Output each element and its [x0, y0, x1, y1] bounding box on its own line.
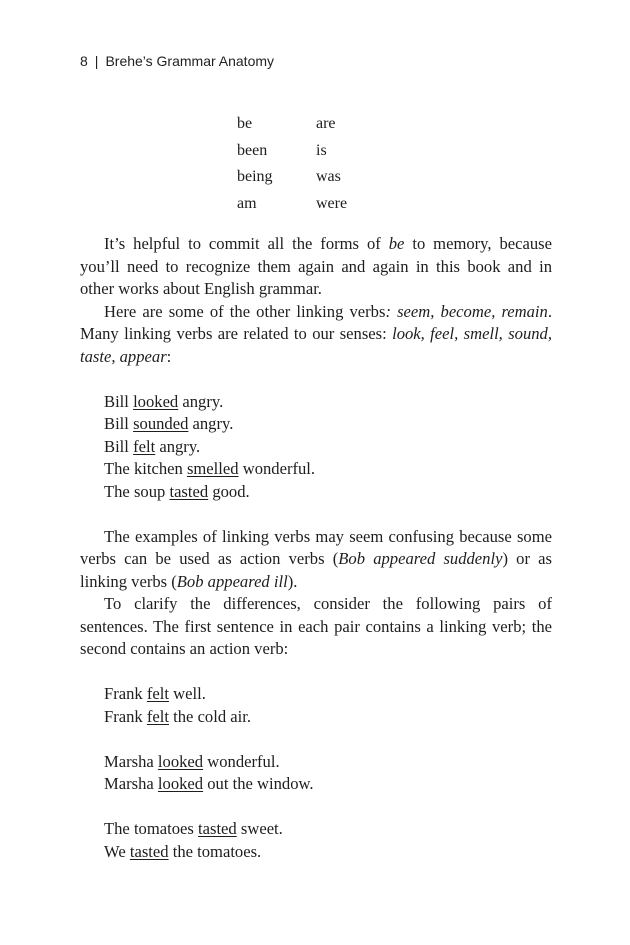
paragraph-clarify: To clarify the differences, consider the following pairs of sentences. The first sentence in each pair contains a linking verb; the second contains an action verb:	[80, 594, 552, 658]
italic-run: look, feel, smell, sound, taste, appear	[80, 324, 552, 366]
paragraph-confusing-verbs	[80, 526, 552, 594]
underlined-verb: smelled	[186, 459, 239, 478]
underlined-verb: looked	[157, 774, 204, 793]
be-forms-table	[237, 111, 347, 218]
text-run: Marsha	[104, 751, 158, 771]
be-form: being	[237, 168, 273, 186]
underlined-verb: felt	[146, 684, 169, 703]
text-run: ).	[287, 571, 298, 591]
text-run: the tomatoes.	[168, 841, 262, 861]
spacer	[80, 368, 552, 391]
example-sentence	[104, 481, 552, 504]
example-sentence-linking	[104, 818, 552, 841]
example-sentence	[104, 458, 552, 481]
text-run: angry.	[155, 436, 201, 456]
text-run: wonderful.	[203, 751, 280, 771]
text-run: We	[104, 841, 130, 861]
text-run: Frank	[104, 706, 147, 726]
text-run: Bill	[104, 414, 134, 433]
text-run: wonderful.	[238, 459, 316, 478]
text-run: The soup	[104, 481, 170, 501]
example-sentence	[104, 391, 552, 414]
text-run: Here are some of the other linking verbs	[104, 301, 386, 321]
example-sentence	[104, 436, 552, 459]
text-run: Bill	[104, 391, 134, 411]
be-form: am	[237, 195, 257, 213]
italic-run: Bob appeared suddenly	[338, 549, 503, 568]
text-run: It’s helpful to commit all the forms of	[104, 234, 389, 253]
example-sentence-linking	[104, 751, 552, 774]
example-pair	[80, 751, 552, 796]
be-form: is	[316, 141, 327, 159]
underlined-verb: tasted	[129, 841, 169, 861]
paragraph-linking-verbs	[80, 301, 552, 369]
text-run: . Many linking verbs are related to our senses:	[80, 301, 552, 343]
text-run: :	[166, 346, 172, 366]
text-run: Bill	[104, 436, 134, 456]
text-run: good.	[208, 481, 250, 501]
text-run: the cold air.	[169, 706, 252, 726]
text-run: sweet.	[236, 819, 283, 838]
example-sentence	[104, 413, 552, 436]
underlined-verb: tasted	[198, 819, 237, 838]
text-run: Marsha	[104, 774, 158, 793]
text-run: The kitchen	[104, 459, 187, 478]
spacer	[80, 796, 552, 819]
underlined-verb: looked	[133, 391, 179, 411]
example-sentence-action	[104, 773, 552, 796]
italic-run: Bob appeared ill	[176, 571, 288, 591]
example-sentence-action	[104, 706, 552, 729]
text-run: out the window.	[203, 774, 314, 793]
underlined-verb: sounded	[133, 414, 189, 433]
underlined-verb: tasted	[169, 481, 209, 501]
running-header	[80, 53, 274, 69]
text-run: to memory, because you’ll need to recognize them again and again in this book and in other works about English grammar.	[80, 234, 552, 298]
be-form: was	[316, 168, 341, 186]
underlined-verb: felt	[146, 706, 169, 726]
running-title: Brehe’s Grammar Anatomy	[105, 53, 275, 69]
text-run: angry.	[188, 414, 234, 433]
spacer	[80, 661, 552, 684]
underlined-verb: looked	[157, 751, 204, 771]
text-run: ) or as linking verbs (	[80, 549, 552, 591]
be-form: are	[316, 115, 336, 132]
example-sentence-linking	[104, 683, 552, 706]
text-run: Frank	[104, 684, 147, 703]
spacer	[80, 503, 552, 526]
example-pair	[80, 818, 552, 863]
header-separator: |	[94, 53, 99, 69]
be-form: been	[237, 141, 268, 159]
text-run: well.	[169, 684, 206, 703]
body-text	[80, 233, 552, 863]
page-number: 8	[80, 53, 88, 69]
italic-run: : seem, become, remain	[385, 301, 548, 321]
spacer	[80, 728, 552, 751]
example-sentence-action	[104, 841, 552, 864]
italic-run: be	[388, 234, 405, 253]
paragraph-be-forms	[80, 233, 552, 301]
underlined-verb: felt	[133, 436, 156, 456]
example-pair	[80, 683, 552, 728]
be-form: were	[316, 195, 348, 213]
example-list-senses	[80, 391, 552, 504]
text-run: The tomatoes	[104, 819, 199, 838]
text-run: The examples of linking verbs may seem confusing because some verbs can be used as action verbs (	[80, 526, 552, 568]
text-run: angry.	[178, 391, 224, 411]
be-form: be	[237, 115, 253, 132]
